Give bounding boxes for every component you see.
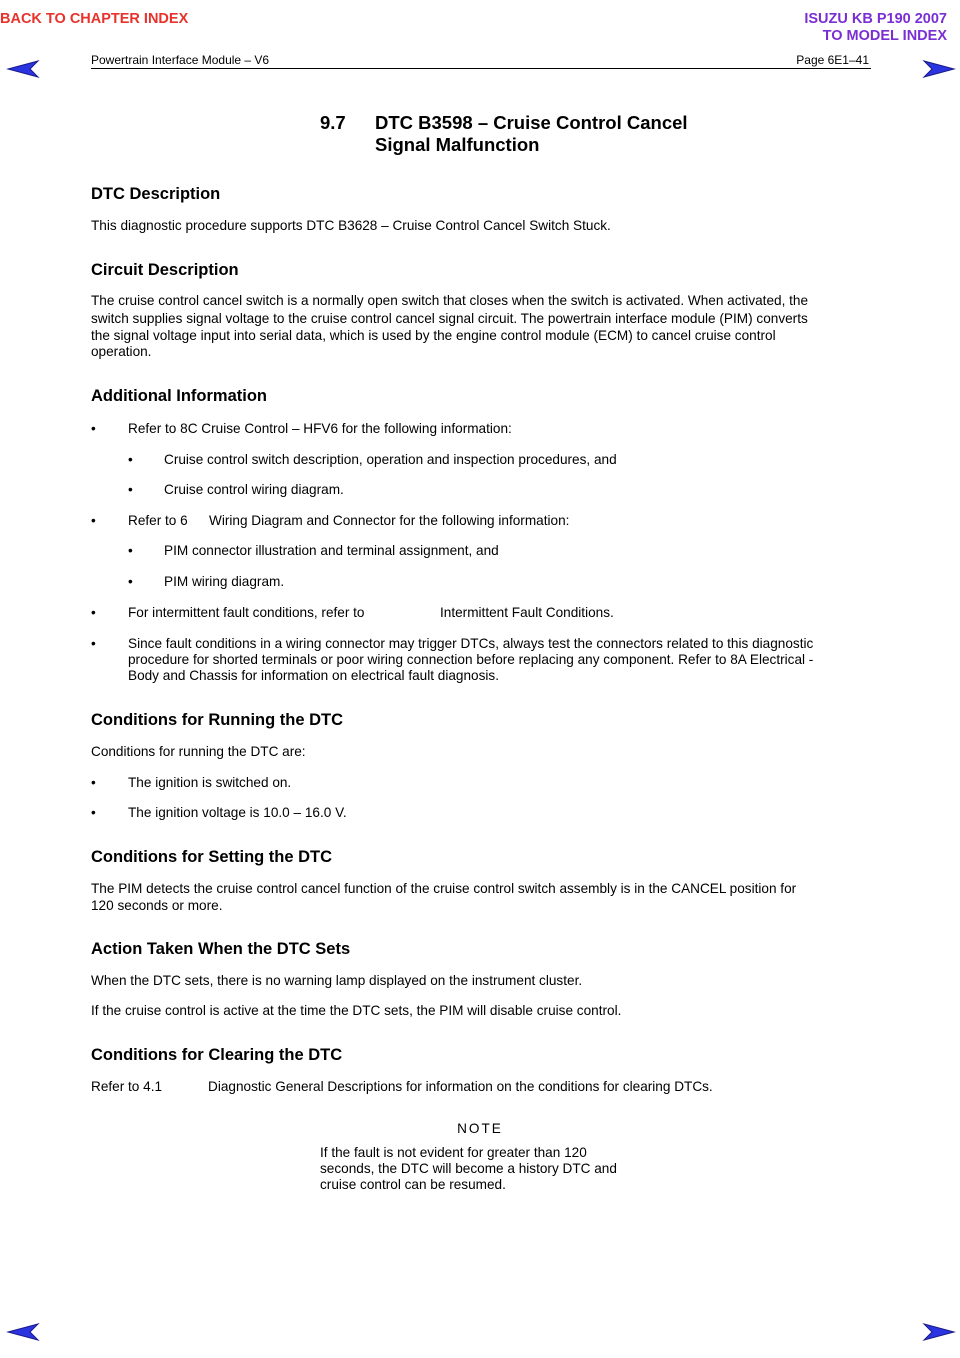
next-page-arrow-icon[interactable] xyxy=(922,59,956,79)
list-item-line: Body and Chassis for information on electrical fault diagnosis. xyxy=(128,668,500,683)
note-body xyxy=(320,1145,641,1193)
note-line: seconds, the DTC will become a history DTC and xyxy=(320,1161,617,1176)
bullet: • xyxy=(128,543,133,558)
circuit-description-line-2: switch supplies signal voltage to the cruise control cancel signal circuit. The powertrain interface module (PIM) converts xyxy=(91,311,808,326)
model-title: ISUZU KB P190 2007 xyxy=(804,11,947,27)
list-item-line: procedure for shorted terminals or poor wiring connection before replacing any component. Refer to 8A Electrical - xyxy=(128,652,814,667)
conditions-running-intro: Conditions for running the DTC are: xyxy=(91,744,306,759)
heading-dtc-description: DTC Description xyxy=(91,185,221,203)
reference-text: Diagnostic General Descriptions for information on the conditions for clearing DTCs. xyxy=(208,1079,713,1094)
list-item-text: Cruise control wiring diagram. xyxy=(164,482,344,497)
bullet: • xyxy=(128,482,133,497)
action-taken-text-2: If the cruise control is active at the time the DTC sets, the PIM will disable cruise control. xyxy=(91,1003,622,1018)
list-item-text: PIM wiring diagram. xyxy=(164,574,285,589)
bullet: • xyxy=(128,574,133,589)
prev-page-arrow-icon[interactable] xyxy=(6,59,40,79)
note-heading: NOTE xyxy=(457,1121,503,1136)
bullet: • xyxy=(91,775,96,790)
list-item-text: The ignition voltage is 10.0 – 16.0 V. xyxy=(128,805,347,820)
page-number: Page 6E1–41 xyxy=(796,53,869,67)
bullet: • xyxy=(91,421,96,436)
to-model-index-link[interactable] xyxy=(804,11,947,45)
heading-conditions-running: Conditions for Running the DTC xyxy=(91,711,344,729)
section-number: 9.7 xyxy=(320,112,346,133)
header-rule xyxy=(91,68,871,69)
list-item-text: The ignition is switched on. xyxy=(128,775,292,790)
list-item-text: Refer to 6 xyxy=(128,513,188,528)
heading-conditions-clearing: Conditions for Clearing the DTC xyxy=(91,1046,343,1064)
dtc-description-text: This diagnostic procedure supports DTC B3628 – Cruise Control Cancel Switch Stuck. xyxy=(91,218,611,233)
back-to-chapter-index-link[interactable]: BACK TO CHAPTER INDEX xyxy=(0,11,189,27)
circuit-description-line-1: The cruise control cancel switch is a normally open switch that closes when the switch is activated. When activated, the xyxy=(91,293,809,308)
next-page-bottom-arrow-icon[interactable] xyxy=(922,1322,956,1342)
section-title-text xyxy=(375,112,688,156)
conditions-setting-line-1: The PIM detects the cruise control cancel function of the cruise control switch assembly is in the CANCEL position for xyxy=(91,881,797,896)
heading-conditions-setting: Conditions for Setting the DTC xyxy=(91,848,333,866)
list-item-text: Wiring Diagram and Connector for the following information: xyxy=(209,513,570,528)
prev-page-bottom-arrow-icon[interactable] xyxy=(6,1322,40,1342)
heading-circuit-description: Circuit Description xyxy=(91,261,239,279)
list-item-line: Since fault conditions in a wiring connector may trigger DTCs, always test the connectors related to this diagnostic xyxy=(128,636,814,651)
bullet: • xyxy=(91,636,96,651)
heading-additional-information: Additional Information xyxy=(91,387,267,405)
list-item-text: Cruise control switch description, operation and inspection procedures, and xyxy=(164,452,617,467)
section-title-line-2: Signal Malfunction xyxy=(375,134,540,155)
action-taken-text-1: When the DTC sets, there is no warning lamp displayed on the instrument cluster. xyxy=(91,973,583,988)
running-header-title: Powertrain Interface Module – V6 xyxy=(91,53,270,67)
bullet: • xyxy=(91,605,96,620)
note-line: cruise control can be resumed. xyxy=(320,1177,506,1192)
conditions-clearing-text xyxy=(91,1079,871,1095)
reference-number: Refer to 4.1 xyxy=(91,1079,163,1094)
model-index-label: TO MODEL INDEX xyxy=(822,28,947,44)
circuit-description-line-4: operation. xyxy=(91,344,152,359)
heading-action-taken: Action Taken When the DTC Sets xyxy=(91,940,351,958)
circuit-description-line-3: the signal voltage input into serial data, which is used by the engine control module (ECM) to cancel cruise control xyxy=(91,328,776,343)
bullet: • xyxy=(91,513,96,528)
bullet: • xyxy=(91,805,96,820)
conditions-setting-line-2: 120 seconds or more. xyxy=(91,898,223,913)
list-item-text: Intermittent Fault Conditions. xyxy=(440,605,614,620)
list-item-text xyxy=(128,636,871,684)
list-item-text: PIM connector illustration and terminal assignment, and xyxy=(164,543,499,558)
section-title-line-1: DTC B3598 – Cruise Control Cancel xyxy=(375,112,688,133)
bullet: • xyxy=(128,452,133,467)
list-item-text: For intermittent fault conditions, refer to xyxy=(128,605,365,620)
note-line: If the fault is not evident for greater than 120 xyxy=(320,1145,587,1160)
list-item-text: Refer to 8C Cruise Control – HFV6 for the following information: xyxy=(128,421,512,436)
